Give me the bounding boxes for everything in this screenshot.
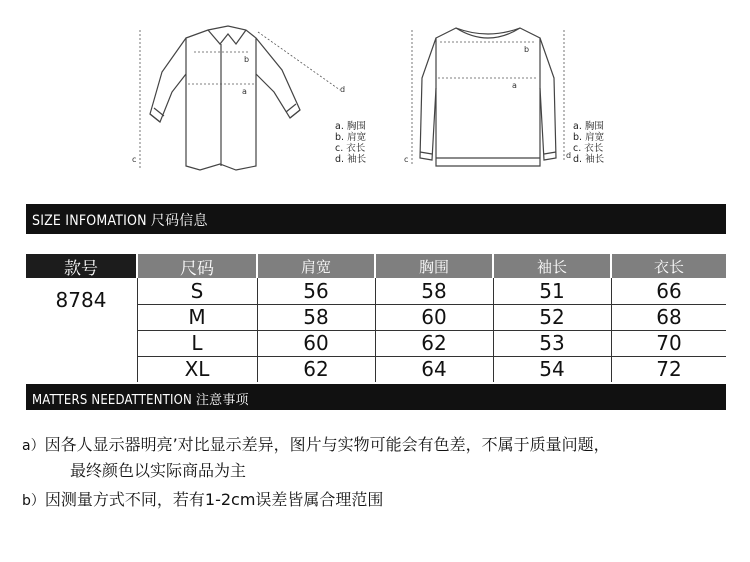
sweater-illustration [400, 18, 580, 178]
length-cell: 70 [656, 331, 682, 355]
legend-item: a. 胸围 [335, 121, 366, 132]
note-b-line1: 因测量方式不同，若有1-2cm误差皆属合理范围 [44, 490, 384, 509]
note-a [22, 432, 610, 481]
dim-label-c: c [404, 155, 409, 164]
legend-item: b. 肩宽 [335, 132, 367, 143]
size-cell: M [188, 305, 206, 329]
dim-label-a: a [242, 87, 247, 96]
matters-attention-bar [26, 384, 726, 410]
legend-item: d. 袖长 [573, 154, 605, 165]
dim-label-b: b [524, 45, 530, 54]
shoulder-cell: 60 [303, 331, 329, 355]
chest-cell: 60 [421, 305, 447, 329]
dim-label-d: d [340, 85, 346, 94]
matters-attention-title: MATTERS NEEDATTENTION 注意事项 [32, 393, 249, 408]
sweater-legend [573, 121, 604, 165]
legend-item: c. 衣长 [573, 143, 604, 154]
sweater-diagram [400, 18, 580, 178]
legend-item: b. 肩宽 [573, 132, 605, 143]
legend-item: d. 袖长 [335, 154, 367, 165]
shirt-legend [335, 121, 366, 165]
shirt-illustration [128, 18, 368, 178]
legend-item: a. 胸围 [573, 121, 604, 132]
style-number: 8784 [55, 288, 107, 312]
legend-item: c. 衣长 [335, 143, 366, 154]
header-sleeve: 袖长 [494, 254, 610, 278]
size-info-title: SIZE INFOMATION 尺码信息 [32, 213, 208, 229]
sleeve-cell: 53 [539, 331, 565, 355]
size-table [26, 254, 726, 382]
note-a-line2: 最终颜色以实际商品为主 [70, 461, 247, 480]
header-style-no: 款号 [26, 254, 136, 278]
dim-label-a: a [512, 81, 517, 90]
length-cell: 68 [656, 305, 682, 329]
chest-cell: 64 [421, 357, 447, 381]
dim-label-b: b [244, 55, 250, 64]
length-cell: 72 [656, 357, 682, 381]
sleeve-cell: 52 [539, 305, 565, 329]
header-size: 尺码 [138, 254, 256, 278]
shirt-diagram [128, 18, 368, 178]
header-length: 衣长 [612, 254, 726, 278]
chest-cell: 58 [421, 279, 447, 303]
shoulder-cell: 58 [303, 305, 329, 329]
shoulder-cell: 62 [303, 357, 329, 381]
dim-label-d: d [566, 151, 572, 160]
sleeve-cell: 54 [539, 357, 565, 381]
length-cell: 66 [656, 279, 682, 303]
dim-label-c: c [132, 155, 137, 164]
note-a-line1: 因各人显示器明亮’对比显示差异，图片与实物可能会有色差，不属于质量问题， [44, 435, 610, 454]
header-shoulder: 肩宽 [258, 254, 374, 278]
note-b-label: b） [22, 493, 45, 509]
size-cell: XL [184, 357, 210, 381]
size-info-bar [26, 204, 726, 234]
size-cell: S [190, 279, 204, 303]
size-cell: L [191, 331, 203, 355]
sleeve-cell: 51 [539, 279, 565, 303]
note-a-label: a） [22, 438, 45, 454]
shoulder-cell: 56 [303, 279, 329, 303]
header-chest: 胸围 [376, 254, 492, 278]
note-b [22, 487, 383, 510]
chest-cell: 62 [421, 331, 447, 355]
